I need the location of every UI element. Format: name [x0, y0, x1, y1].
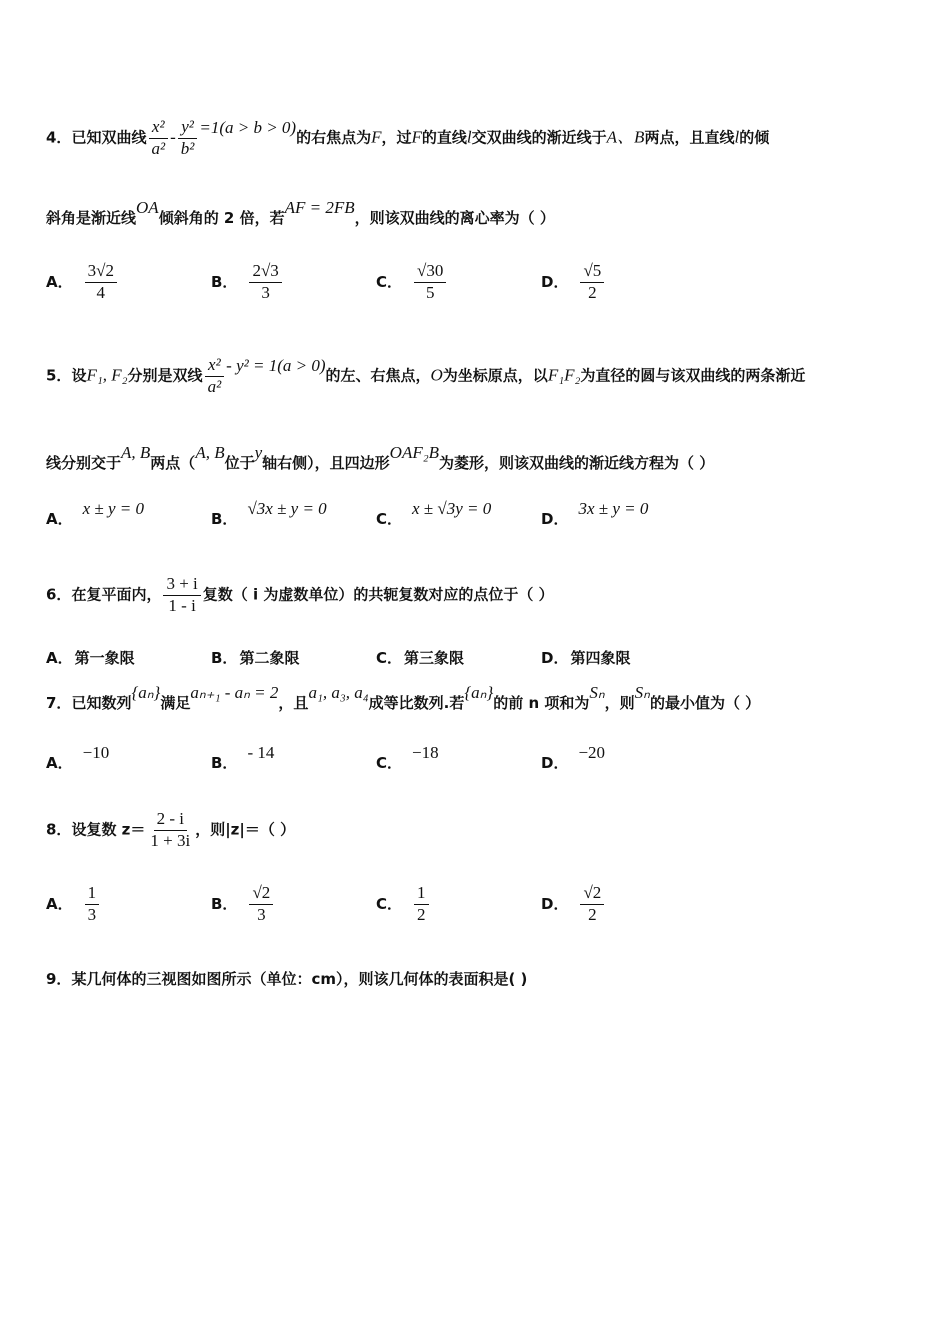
q7-number: 7． — [46, 694, 72, 712]
q5-line1: 5．设F₁, F₂分别是双线 $\frac{\text{x²}}{\text{a²}}$ - y² = 1(a > 0)的左、右焦点，O为坐标原点，以F₁F₂为直径的圆与该双曲线的两条渐近 — [46, 355, 806, 396]
q7-option-c: C．−18 — [376, 743, 439, 772]
q8-option-d: D． $\frac{√2}{2}$ — [541, 884, 606, 924]
q5-option-a: A．x ± y = 0 — [46, 499, 145, 528]
q4-option-d: D． $\frac{√5}{2}$ — [541, 262, 606, 302]
q7-option-a: A．−10 — [46, 743, 110, 772]
q9-line: 9．某几何体的三视图如图所示（单位：cm），则该几何体的表面积是( ) — [46, 970, 528, 988]
q6-number: 6． — [46, 585, 72, 604]
q4-frac-x: $\frac{\text{x²}}{\text{a²}}$ — [148, 118, 168, 158]
q8-option-b: B． $\frac{√2}{3}$ — [211, 884, 275, 924]
q7-option-b: B．- 14 — [211, 743, 275, 772]
q8-line: 8．设复数 z＝ $\frac{2 - i}{1 + 3i}$ ，则|z|＝（ ） — [46, 809, 296, 850]
q4-number: 4． — [46, 128, 72, 147]
q5-frac: $\frac{\text{x²}}{\text{a²}}$ — [205, 356, 225, 396]
q8-frac: $\frac{2 - i}{1 + 3i}$ — [150, 809, 191, 850]
q6-option-c: C． 第三象限 — [376, 649, 465, 667]
q6-option-d: D． 第四象限 — [541, 649, 631, 667]
q4-option-c: C． $\frac{√30}{5}$ — [376, 262, 448, 302]
q8-option-a: A． $\frac{1}{3}$ — [46, 884, 101, 924]
q9-number: 9． — [46, 970, 72, 988]
q6-line: 6．在复平面内， $\frac{3 + i}{1 - i}$ 复数（ i 为虚数单位）的共轭复数对应的点位于（ ） — [46, 574, 554, 615]
q5-option-d: D．3x ± y = 0 — [541, 499, 649, 528]
q4-option-a: A． $\frac{3√2}{4}$ — [46, 262, 119, 302]
q7-line: 7．已知数列{aₙ}满足aₙ₊₁ - aₙ = 2，且a₁, a₃, a₄成等比数列.若{aₙ}的前 n 项和为Sₙ，则Sₙ的最小值为（ ） — [46, 683, 761, 712]
q6-option-a: A． 第一象限 — [46, 649, 135, 667]
q5-option-c: C．x ± √3y = 0 — [376, 499, 492, 528]
q5-number: 5． — [46, 366, 72, 385]
q5-option-b: B．√3x ± y = 0 — [211, 499, 327, 528]
q4-line1: 4．已知双曲线 $\frac{\text{x²}}{\text{a²}}$ - $\frac{\text{y²}}{\text{b²}}$ =1(a > b > 0)的右焦点为F，过F的直线l交双曲线的渐近线于A、B两点，且直线l的倾 — [46, 117, 770, 158]
q4-line2: 斜角是渐近线OA倾斜角的 2 倍，若AF = 2FB，则该双曲线的离心率为（ ） — [46, 198, 555, 227]
q6-option-b: B． 第二象限 — [211, 649, 300, 667]
q7-option-d: D．−20 — [541, 743, 606, 772]
q6-frac: $\frac{3 + i}{1 - i}$ — [163, 575, 200, 615]
q8-number: 8． — [46, 820, 72, 839]
q4-option-b: B． $\frac{2√3}{3}$ — [211, 262, 284, 302]
q8-option-c: C． $\frac{1}{2}$ — [376, 884, 431, 924]
q5-line2: 线分别交于A, B两点（A, B位于y轴右侧），且四边形OAF₂B为菱形，则该双曲线的渐近线方程为（ ） — [46, 443, 715, 472]
q4-frac-y: $\frac{\text{y²}}{\text{b²}}$ — [178, 118, 198, 158]
